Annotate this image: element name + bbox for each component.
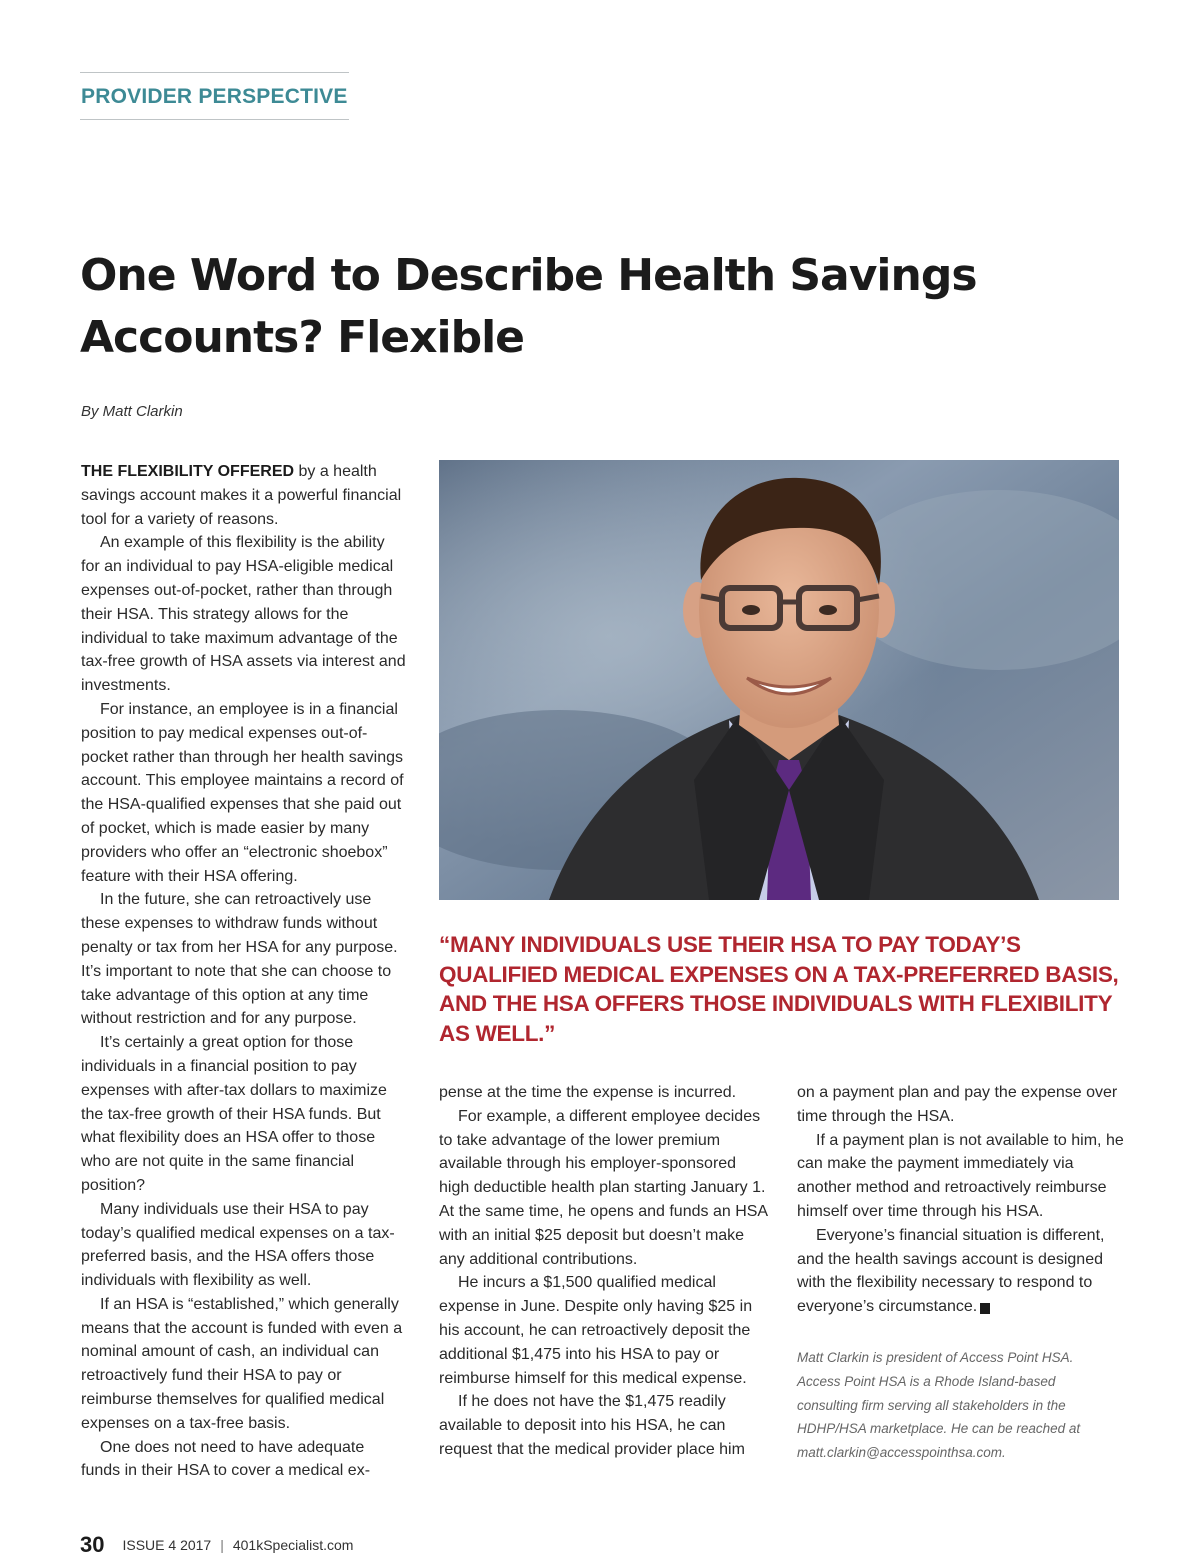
paragraph: For instance, an employee is in a financial position to pay medical expenses out-of-pocket rather than through her health savings account. This employee maintains a record of the HSA-qualified expenses that she paid out of pocket, which is made easier by many providers who offer an “electronic shoebox” feature with their HSA offering. xyxy=(81,700,404,885)
paragraph xyxy=(81,460,406,531)
page-number: 30 xyxy=(80,1532,105,1557)
paragraph: If he does not have the $1,475 readily available to deposit into his HSA, he can request that the medical provider place him xyxy=(439,1393,745,1458)
paragraph: He incurs a $1,500 qualified medical expense in June. Despite only having $25 in his account, he can retroactively deposit the additional $1,475 into his HSA to pay or reimburse himself for this medical expense. xyxy=(439,1274,753,1387)
section-rule-top xyxy=(80,72,349,73)
article-column-3 xyxy=(797,1081,1127,1319)
paragraph: If an HSA is “established,” which generally means that the account is funded with even a nominal amount of cash, an individual can retroactively fund their HSA to pay or reimburse themselves for qualified medical expenses on a tax-free basis. xyxy=(81,1295,403,1432)
paragraph: For example, a different employee decides to take advantage of the lower premium available through his employer-sponsored high deductible health plan starting January 1. At the same time, he opens and funds an HSA with an initial $25 deposit but doesn’t make any additional contributions. xyxy=(439,1107,768,1268)
article-title xyxy=(80,245,1090,369)
author-portrait-illustration xyxy=(439,460,1119,900)
paragraph xyxy=(797,1224,1127,1319)
paragraph: If a payment plan is not available to him, he can make the payment immediately via another method and retroactively reimburse himself over time through his HSA. xyxy=(797,1131,1124,1220)
paragraph: In the future, she can retroactively use these expenses to withdraw funds without penalty or tax from her HSA for any purpose. It’s important to note that she can choose to take advantage of this option at any time without restriction and for any purpose. xyxy=(81,891,398,1028)
article-column-2 xyxy=(439,1081,769,1462)
end-of-article-mark: K xyxy=(980,1303,990,1314)
issue-label: ISSUE 4 2017 xyxy=(122,1537,212,1553)
paragraph: An example of this flexibility is the ability for an individual to pay HSA-eligible medical expenses out-of-pocket, rather than through their HSA. This strategy allows for the individual to take maximum advantage of the tax-free growth of HSA assets via interest and investments. xyxy=(81,534,406,695)
author-photo xyxy=(439,460,1119,900)
paragraph: Many individuals use their HSA to pay today’s qualified medical expenses on a tax-preferred basis, and the HSA offers those individuals with flexibility as well. xyxy=(81,1200,395,1290)
paragraph-text: Everyone’s financial situation is different, and the health savings account is designed with the flexibility necessary to respond to everyone’s circumstance. xyxy=(797,1226,1105,1316)
section-rule-bottom xyxy=(80,119,349,120)
paragraph: It’s certainly a great option for those individuals in a financial position to pay expenses with after-tax dollars to maximize the tax-free growth of their HSA funds. But what flexibility does an HSA offer to those who are not quite in the same financial position? xyxy=(81,1034,387,1194)
section-label: PROVIDER PERSPECTIVE xyxy=(81,85,348,108)
paragraph-text: by a health savings account makes it a powerful financial tool for a variety of reasons. xyxy=(81,463,402,528)
paragraph: pense at the time the expense is incurred. xyxy=(439,1084,737,1101)
article-title-line1: One Word to Describe Health Savings xyxy=(80,250,977,301)
article-column-1 xyxy=(81,460,406,1483)
pull-quote: “MANY INDIVIDUALS USE THEIR HSA TO PAY TODAY’S QUALIFIED MEDICAL EXPENSES ON A TAX-PREFERRED BASIS, AND THE HSA OFFERS THOSE INDIVIDUALS WITH FLEXIBILITY AS WELL.” xyxy=(439,932,1119,1046)
byline: By Matt Clarkin xyxy=(81,403,183,420)
article-title-line2: Accounts? Flexible xyxy=(80,312,525,363)
lead-in: THE FLEXIBILITY OFFERED xyxy=(81,463,295,480)
paragraph: One does not need to have adequate funds in their HSA to cover a medical ex- xyxy=(81,1438,371,1480)
website-link[interactable]: 401kSpecialist.com xyxy=(232,1537,354,1553)
author-bio: Matt Clarkin is president of Access Point HSA. Access Point HSA is a Rhode Island-based consulting firm serving all stakeholders in the HDHP/HSA marketplace. He can be reached at matt.clarkin@accesspointhsa.com. xyxy=(797,1350,1081,1461)
page-footer xyxy=(80,1530,353,1560)
paragraph: on a payment plan and pay the expense over time through the HSA. xyxy=(797,1084,1118,1125)
footer-separator: | xyxy=(220,1537,224,1553)
